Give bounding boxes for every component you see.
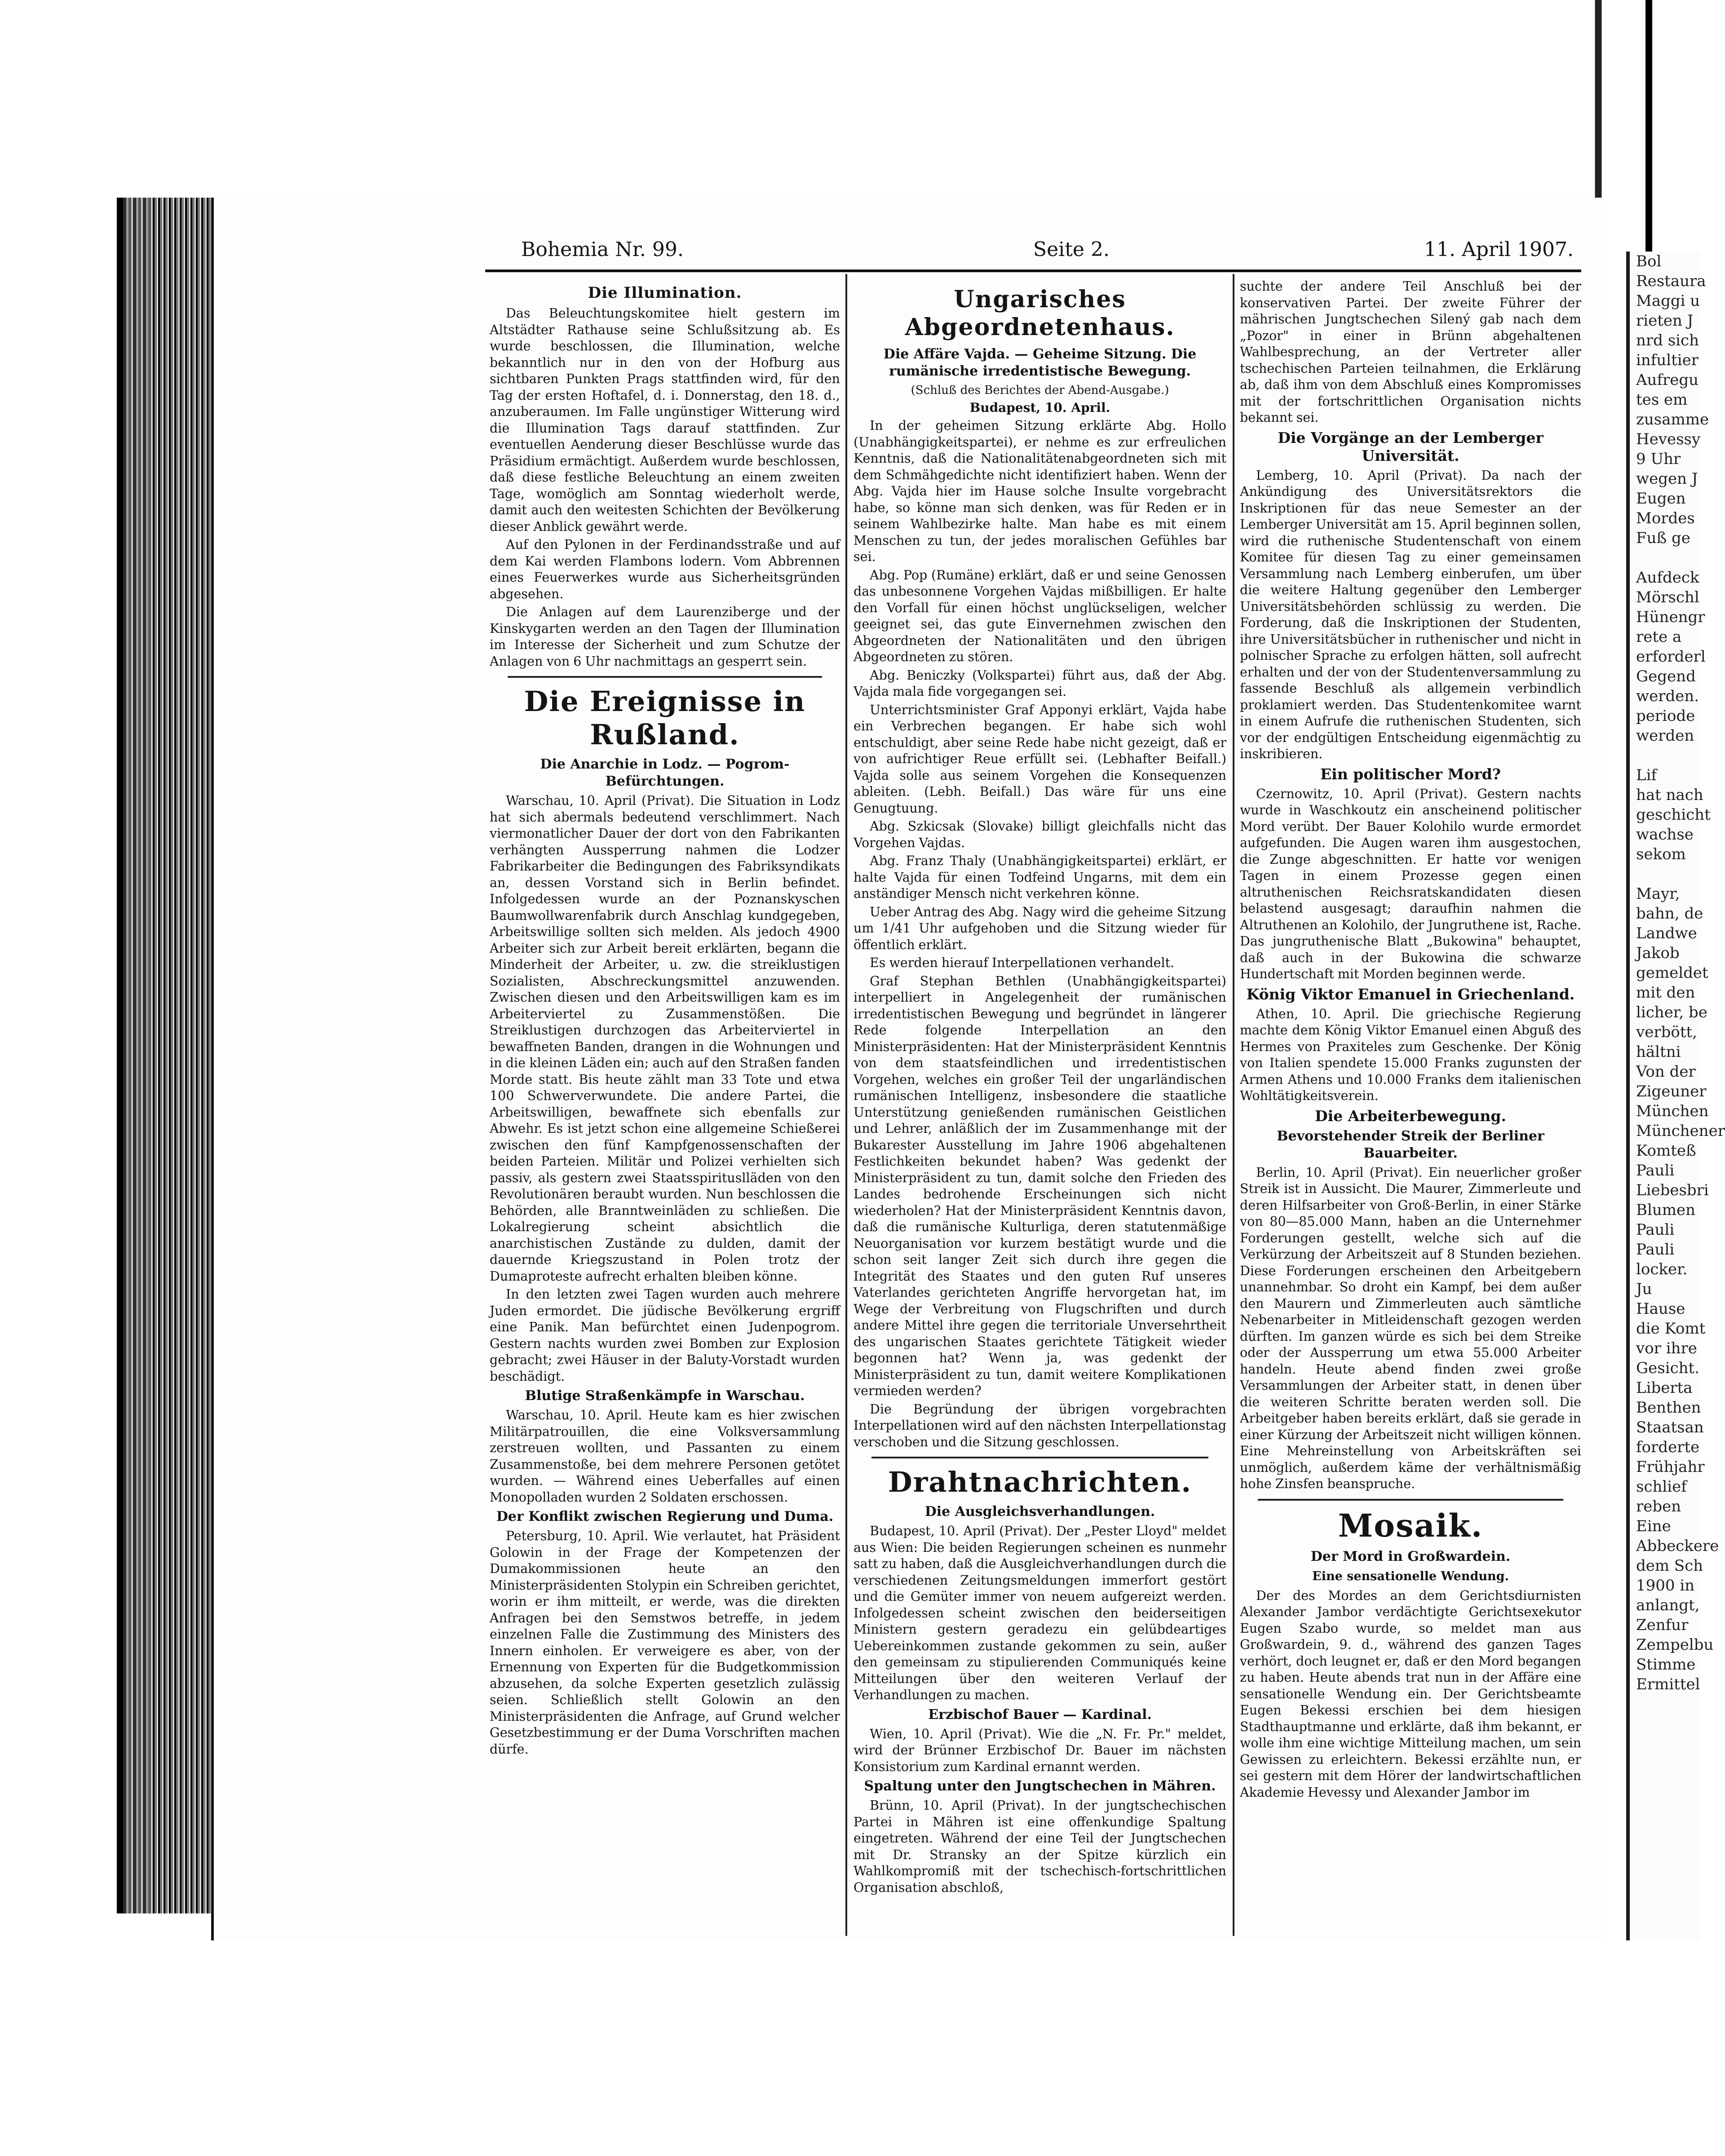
article-paragraph: Der des Mordes an dem Gerichtsdiurnisten Alexander Jambor verdächtigte Gerichtsexekutor Eugen Szabo wurde, so meldet man aus Großwardein, 9. d., während des ganzen Tages verhört, doch leugnet er, daß er den Mord begangen zu haben. Heute abends trat nun in der Affäre eine sensationelle Wendung ein. Der Gerichtsbeamte Eugen Bekessi erschien bei dem hiesigen Stadthauptmanne und erklärte, daß ihm bekannt, er wolle ihm eine wichtige Mitteilung machen, um sein Gewissen zu erleichtern. Bekessi erzählte nun, er sei gestern mit dem Hörer der landwirtschaftlichen Akademie Hevessy und Alexander Jambor im [1240,1588,1581,1800]
next-page-line: vor ihre [1636,1339,1697,1357]
next-page-line: verbött, [1636,1023,1697,1041]
article-subheading: Die Ausgleichsverhandlungen. [924,1504,1155,1520]
article-note: (Schluß des Berichtes der Abend-Ausgabe.) [911,384,1169,397]
next-page-line: Hünengr [1636,608,1705,626]
next-page-line: locker. [1636,1260,1688,1278]
next-page-line: mit den [1636,984,1695,1002]
article-subheading: Bevorstehender Streik der Berliner Bauarbeiter. [1277,1128,1544,1161]
next-page-line: Abbeckere [1636,1537,1719,1555]
next-page-line: rete a [1636,628,1682,646]
next-page-line: Landwe [1636,924,1697,942]
article-heading: König Viktor Emanuel in Griechenland. [1246,985,1575,1003]
next-page-line: Frühjahr [1636,1458,1705,1476]
article-paragraph: Die Begründung der übrigen vorgebrachten Interpellationen wird auf den nächsten Interpellationstag verschoben und die Sitzung geschlossen. [854,1401,1226,1449]
next-page-line: Liebesbri [1636,1181,1709,1199]
masthead-title: Bohemia Nr. 99. [521,238,684,261]
next-page-line: Stimme [1636,1656,1696,1674]
article-paragraph: Ueber Antrag des Abg. Nagy wird die geheime Sitzung um 1/41 Uhr aufgehoben und die Sitzung wieder für öffentlich erklärt. [854,904,1226,952]
article-paragraph: Athen, 10. April. Die griechische Regierung machte dem König Viktor Emanuel einen Abguß des Hermes von Praxiteles zum Geschenke. Der König von Italien spendete 15.000 Franks zugunsten der Armen Athens und 10.000 Franks dem italienischen Wohltätigkeitsverein. [1240,1006,1581,1103]
column-3 [1240,278,1581,1931]
next-page-line: Komteß [1636,1142,1696,1160]
next-page-line: Pauli [1636,1221,1675,1239]
article-subheading: Spaltung unter den Jungtschechen in Mähren. [864,1778,1216,1794]
next-page-line: Lif [1636,766,1657,784]
next-page-line: forderte [1636,1438,1700,1456]
next-page-line: Blumen [1636,1201,1696,1219]
page-edges [153,198,211,1913]
next-page-strip [1626,252,1725,1940]
section-heading: Mosaik. [1338,1507,1483,1544]
separator-rule [508,676,822,678]
article-paragraph: Budapest, 10. April (Privat). Der „Pester Lloyd" meldet aus Wien: Die beiden Regierungen scheinen es nunmehr satt zu haben, daß die Ausgleichverhandlungen durch die verschiedenen Zeitungsmeldungen immerfort gestört und die Gemüter immer von neuem aufgereizt werden. Infolgedessen scheint zwischen den beiderseitigen Ministern gestern geradezu ein gelübdeartiges Uebereinkommen zustande gekommen zu sein, außer den gemeinsam zu stipulierenden Communiqués keine Mitteilungen über den weiteren Verlauf der Verhandlungen zu machen. [854,1524,1226,1702]
masthead-date: 11. April 1907. [1424,238,1574,261]
next-page-line: Gegend [1636,667,1696,685]
column-2 [854,278,1226,1931]
next-page-line: geschicht [1636,806,1711,824]
next-page-line: Hevessy [1636,430,1701,448]
next-page-line: hältni [1636,1043,1681,1061]
next-page-line: Zempelbu [1636,1636,1714,1654]
next-page-line [1630,746,1700,765]
article-subheading: Erzbischof Bauer — Kardinal. [928,1706,1152,1723]
next-page-line: infultier [1636,351,1699,369]
next-page-line: zusamme [1636,411,1709,429]
next-page-line: Mordes [1636,509,1695,527]
section-heading: Die Ereignisse in Rußland. [524,685,806,751]
next-page-line: wegen J [1636,470,1698,488]
article-paragraph: In den letzten zwei Tagen wurden auch mehrere Juden ermordet. Die jüdische Bevölkerung ergriff eine Panik. Man befürchtet einen Judenpogrom. Gestern nachts wurden zwei Bomben zur Explosion gebracht; zwei Häuser in der Baluty-Vorstadt wurden beschädigt. [490,1287,840,1384]
article-paragraph: In der geheimen Sitzung erklärte Abg. Hollo (Unabhängigkeitspartei), er nehme es zur erfreulichen Kenntnis, daß die Nationalitätenabgeordneten sich mit dem Schmähgedichte nicht identifiziert haben. Wenn der Abg. Vajda hier im Hause solche Insulte vorgebracht habe, so könne man sich denken, was für Reden er in seinem Wahlbezirke halte. Man habe es mit einem Menschen zu tun, der jedes moralischen Gefühles bar sei. [854,418,1226,564]
masthead [279,238,1581,270]
next-page-line: dem Sch [1636,1557,1703,1575]
article-paragraph: Warschau, 10. April (Privat). Die Situation in Lodz hat sich abermals bedeutend verschlimmert. Nach viermonatlicher Dauer der dort von den Fabrikanten verhängten Aussperrung nahmen die Lodzer Fabrikarbeiter die Bedingungen des Fabriksyndikats an, dessen Vorstand sich in Berlin befindet. Infolgedessen wurde an der Poznanskyschen Baumwollwarenfabrik durch Anschlag kundgegeben, Arbeitswillige sollten sich melden. Als jedoch 4900 Arbeiter sich zur Arbeit bereit erklärten, begann die Minderheit der Arbeiter, u. zw. die streiklustigen Sozialisten, Abschreckungsmittel anzuwenden. Zwischen diesen und den Arbeitswilligen kam es im Arbeiterviertel zu Zusammenstößen. Die Streiklustigen durchzogen das Arbeiterviertel in bewaffneten Banden, drangen in die Wohnungen und in die kleinen Läden ein; auch auf den Straßen fanden Morde statt. Bis heute zählt man 33 Tote und etwa 100 Schwerverwundete. Die andere Partei, die Arbeitswilligen, bewaffnete sich ebenfalls zur Abwehr. Es ist jetzt schon eine allgemeine Schießerei zwischen den fünf Kampfgenossenschaften der beiden Parteien. Militär und Polizei verhielten sich passiv, als gestern zwei Staatsspirituslläden von den Revolutionären beraubt wurden. Nun beschlossen die Behörden, alle Branntweinläden zu schließen. Die Lokalregierung scheint absichtlich die anarchistischen Zustände zu dulden, damit der dauernde Kriegszustand in Polen trotz der Dumaproteste aufrecht erhalten bleiben könne. [490,793,840,1284]
article-subheading: Der Mord in Großwardein. [1310,1548,1511,1564]
next-page-line: die Komt [1636,1320,1706,1338]
next-page-line [1630,864,1700,884]
next-page-line: 9 Uhr [1636,450,1681,468]
next-page-line: periode [1636,707,1695,725]
section-heading: Ungarisches Abgeordnetenhaus. [905,286,1175,341]
next-page-line: Aufdeck [1636,569,1699,587]
masthead-page-number: Seite 2. [1033,238,1110,261]
next-page-line: Zenfur [1636,1616,1689,1634]
next-page-line: sekom [1636,845,1686,863]
next-page-line: schlief [1636,1478,1687,1496]
separator-rule [1258,1499,1563,1501]
article-paragraph: Es werden hierauf Interpellationen verhandelt. [870,955,1175,970]
column-rule [845,274,847,1936]
article-heading: Die Illumination. [588,284,742,302]
next-page-line: Pauli [1636,1162,1675,1180]
next-page-line: Eugen [1636,490,1686,508]
next-page-line: Maggi u [1636,292,1700,310]
next-page-line: Restaura [1636,272,1706,290]
article-paragraph: Graf Stephan Bethlen (Unabhängigkeitspartei) interpelliert in Angelegenheit der rumänischen irredentistischen Bewegung und begründet in längerer Rede folgende Interpellation an den Ministerpräsidenten: Hat der Ministerpräsident Kenntnis von dem staatsfeindlichen und irredentistischen Vorgehen, welches ein großer Teil der ungarländischen rumänischen Intelligenz, insbesondere die staatliche Unterstützung genießenden rumänischen Geistlichen und Lehrer, anläßlich der im Zusammenhange mit der Bukarester Ausstellung im Jahre 1906 abgehaltenen Festlichkeiten bekundet haben? Was gedenkt der Ministerpräsident zu tun, damit solche den Frieden des Landes bedrohende Erscheinungen sich nicht wiederholen? Hat der Ministerpräsident Kenntnis davon, daß die rumänische Kulturliga, deren statutenmäßige Neuorganisation vor kurzem bestätigt wurde und die schon seit langer Zeit sich durch ihre gegen die Integrität des Staates und den guten Ruf unseres Vaterlandes gerichteten Angriffe hervorgetan hat, im Wege der Verbreitung von Flugschriften und durch andere Mittel ihre gegen die territoriale Unversehrtheit des ungarischen Staates gerichtete Tätigkeit wieder begonnen hat? Wenn ja, was gedenkt der Ministerpräsident zu tun, damit weitere Komplikationen vermieden werden? [854,973,1226,1398]
column-1 [490,278,840,1931]
next-page-line: reben [1636,1498,1681,1515]
article-subheading: Die Anarchie in Lodz. — Pogrom-Befürchtungen. [540,756,790,789]
article-paragraph: Brünn, 10. April (Privat). In der jungtschechischen Partei in Mähren ist eine offenkundige Spaltung eingetreten. Während der eine Teil der Jungtschechen mit Dr. Stransky an der Spitze kürzlich ein Wahlkompromiß mit der tschechisch-fortschrittlichen Organisation abschloß, [854,1798,1226,1895]
next-page-line: licher, be [1636,1003,1707,1021]
next-page-line: Benthen [1636,1399,1701,1417]
article-heading: Die Vorgänge an der Lemberger Universität. [1278,429,1544,464]
next-page-line: Bol [1636,252,1662,270]
article-subheading: Blutige Straßenkämpfe in Warschau. [525,1388,805,1404]
next-page-line: Fuß ge [1636,529,1690,547]
separator-rule [871,1457,1208,1458]
article-paragraph: Wien, 10. April (Privat). Wie die „N. Fr. Pr." meldet, wird der Brünner Erzbischof Dr. Bauer im nächsten Konsistorium zum Kardinal ernannt werden. [854,1726,1226,1774]
next-page-line: Pauli [1636,1241,1675,1259]
article-paragraph: suchte der andere Teil Anschluß bei der konservativen Partei. Der zweite Führer der mährischen Jungtschechen Silený gab nach dem „Pozor" in einer in Brünn abgehaltenen Wahlbesprechung, an der Vertreter aller tschechischen Parteien teilnahmen, die Erklärung ab, daß ihm von dem Abschluß eines Kompromisses mit der fortschrittlichen Organisation nichts bekannt sei. [1240,279,1581,425]
next-page-line: rieten J [1636,312,1694,330]
next-page-line: Liberta [1636,1379,1693,1397]
article-paragraph: Auf den Pylonen in der Ferdinandsstraße und auf dem Kai werden Flambons lodern. Vom Abbrennen eines Feuerwerkes wurde aus Sicherheitsgründen abgesehen. [490,537,840,601]
article-heading: Ein politischer Mord? [1320,765,1501,783]
next-page-line: nrd sich [1636,331,1699,349]
next-page-line: Mörschl [1636,588,1699,606]
article-paragraph: Abg. Szkicsak (Slovake) billigt gleichfalls nicht das Vorgehen Vajdas. [854,819,1226,850]
next-page-line: Gesicht. [1636,1359,1700,1377]
article-paragraph: Abg. Franz Thaly (Unabhängigkeitspartei) erklärt, er halte Vajda für einen Todfeind Ungarns, mit dem ein anständiger Mensch nicht verkehren könne. [854,853,1226,901]
next-page-line: bahn, de [1636,905,1703,923]
article-paragraph: Die Anlagen auf dem Laurenziberge und der Kinskygarten werden an den Tagen der Illumination im Interesse der Sicherheit und zum Schutze der Anlagen von 6 Uhr nachmittags an gesperrt sein. [490,605,840,669]
next-page-line: Von der [1636,1063,1696,1081]
article-subheading: Der Konflikt zwischen Regierung und Duma. [496,1509,834,1524]
next-page-line: München [1636,1102,1709,1120]
next-page-line: anlangt, [1636,1596,1700,1614]
next-page-line: werden [1636,727,1694,745]
article-paragraph: Berlin, 10. April (Privat). Ein neuerlicher großer Streik ist in Aussicht. Die Maurer, Zimmerleute und deren Hilfsarbeiter von Groß-Berlin, in einer Stärke von 80—85.000 Mann, haben an die Unternehmer Forderungen gestellt, welche sich auf die Verkürzung der Arbeitszeit auf 8 Stunden beziehen. Diese Forderungen erscheinen den Arbeitgebern unannehmbar. So droht ein Kampf, bei dem außer den Maurern und Zimmerleuten auch sämtliche Nebenarbeiter in Mitleidenschaft gezogen werden dürften. Im ganzen würde es sich bei dem Streike oder der Aussperrung um etwa 55.000 Arbeiter handeln. Heute abend finden zwei große Versammlungen der Arbeiter statt, in denen über die weiteren Schritte beraten werden soll. Die Arbeitgeber haben bereits erklärt, daß sie gerade in einer Kürzung der Arbeitszeit nicht willigen können. Eine Mehreinstellung von Arbeitskräften sei unmöglich, außerdem käme der verhältnismäßig hohe Zinsfen beanspruche. [1240,1165,1581,1491]
article-paragraph: Petersburg, 10. April. Wie verlautet, hat Präsident Golowin in der Frage der Kompetenzen der Dumakommissionen heute an den Ministerpräsidenten Stolypin ein Schreiben gerichtet, worin er ihm mitteilt, er werde, was die direkten Anfragen bei den Semstwos betreffe, in jedem einzelnen Falle die Zustimmung des Ministers des Innern einholen. Er verweigere es aber, von der Ernennung von Experten für die Budgetkommission abzusehen, da solche Experten gesetzlich zulässig seien. Schließlich stellt Golowin an den Ministerpräsidenten die Anfrage, auf Grund welcher Gesetzbestimmung er der Duma Vorschriften machen dürfe. [490,1529,840,1757]
next-page-line: 1900 in [1636,1577,1695,1595]
masthead-rule [485,270,1581,272]
article-subheading: Die Affäre Vajda. — Geheime Sitzung. Die rumänische irredentistische Bewegung. [883,346,1197,379]
article-paragraph: Das Beleuchtungskomitee hielt gestern im Altstädter Rathause seine Schlußsitzung ab. Es wurde beschlossen, die Illumination, welche bekanntlich nur in den von der Hofburg aus sichtbaren Punkten Prags stattfinden wird, für den Tag der ersten Hoftafel, d. i. Donnerstag, den 18. d., anzuberaumen. Im Falle ungünstiger Witterung wird die Illumination Tags darauf stattfinden. Zur eventuellen Aenderung dieser Beschlüsse wurde das Präsidium ermächtigt. Außerdem wurde beschlossen, daß diese festliche Beleuchtung an einem zweiten Tage, womöglich am Sonntag wiederholt werde, damit auch den weitesten Schichten der Bevölkerung dieser Anblick gewährt werde. [490,306,840,534]
next-page-line: Hause [1636,1300,1685,1318]
next-page-line: Aufregu [1636,371,1699,389]
next-page-line: Mayr, [1636,885,1680,903]
article-paragraph: Czernowitz, 10. April (Privat). Gestern nachts wurde in Waschkoutz ein anscheinend politischer Mord verübt. Der Bauer Kolohilo wurde ermordet aufgefunden. Die Augen waren ihm ausgestochen, die Zunge abgeschnitten. Er hatte vor wenigen Tagen in einem Prozesse gegen einen altruthenischen Reichsratskandidaten diesen belastend ausgesagt; daraufhin nahmen die Altruthenen an Kolohilo, der Jungruthene ist, Rache. Das jungruthenische Blatt „Bukowina" behauptet, daß auch in der Bukowina die schwarze Hundertschaft mit Morden beginnen werde. [1240,786,1581,981]
next-page-line: Staatsan [1636,1418,1704,1436]
next-page-line: tes em [1636,391,1688,409]
article-heading: Die Arbeiterbewegung. [1315,1107,1506,1125]
article-paragraph: Abg. Pop (Rumäne) erklärt, daß er und seine Genossen das unbesonnene Vorgehen Vajdas mißbilligen. Er halte den Vorfall für einen höchst unglückseligen, welcher geeignet sei, das gute Einvernehmen zwischen den Abgeordneten der Nationalitäten und den übrigen Abgeordneten zu stören. [854,567,1226,664]
article-paragraph: Unterrichtsminister Graf Apponyi erklärt, Vajda habe ein Verbrechen begangen. Er habe sich wohl entschuldigt, aber seine Rede habe nicht gezeigt, daß er von aufrichtiger Reue erfüllt sei. (Lebhafter Beifall.) Vajda solle aus seinem Vorgehen die Konsequenzen ableiten. (Lebh. Beifall.) Das wäre für uns eine Genugtuung. [854,702,1226,816]
next-page-line: erforderl [1636,648,1706,666]
article-subheading: Eine sensationelle Wendung. [1312,1569,1509,1583]
next-page-line: Ermittel [1636,1675,1700,1693]
column-rule [1233,274,1234,1936]
article-paragraph: Abg. Beniczky (Volkspartei) führt aus, daß der Abg. Vajda mala fide vorgegangen sei. [854,667,1226,699]
next-page-line: werden. [1636,687,1699,705]
next-page-line: wachse [1636,826,1694,844]
section-heading: Drahtnachrichten. [888,1466,1192,1498]
next-page-line: gemeldet [1636,964,1708,982]
dateline: Budapest, 10. April. [969,400,1110,415]
next-page-line: Ju [1636,1280,1652,1298]
next-page-line: Jakob [1636,944,1680,962]
next-page-line: Münchener [1636,1122,1725,1140]
article-paragraph: Lemberg, 10. April (Privat). Da nach der Ankündigung des Universitätsrektors die Inskriptionen für das neue Semester an der Lemberger Universität am 15. April beginnen sollen, wird die ruthenische Studentenschaft von einem Komitee für diesen Tag zu einer gemeinsamen Versammlung nach Lemberg einberufen, um über die weitere Haltung gegenüber den Lemberger Universitätsbehörden schlüssig zu werden. Die Forderung, daß die Inskriptionen der Studenten, ihre Universitätsbücher in ruthenischer und nicht in polnischer Sprache zu erfolgen hätten, soll aufrecht erhalten und der von der Studentenversammlung zu fassende Beschluß als allgemein verbindlich proklamiert werden. Das Studentenkomitee warnt in einem Aufrufe die ruthenischen Studenten, sich vor der endgültigen Entscheidung eigenmächtig zu inskribieren. [1240,468,1581,761]
next-page-line: Eine [1636,1517,1671,1535]
article-paragraph: Warschau, 10. April. Heute kam es hier zwischen Militärpatrouillen, die eine Volksversammlung zerstreuen wollten, und Passanten zu einem Zusammenstoße, bei dem mehrere Personen getötet wurden. — Während eines Ueberfalles auf einen Monopolladen wurden 2 Soldaten erschossen. [490,1408,840,1505]
next-page-line [1630,548,1700,568]
next-page-line: Zigeuner [1636,1082,1707,1100]
next-page-line: hat nach [1636,786,1703,804]
